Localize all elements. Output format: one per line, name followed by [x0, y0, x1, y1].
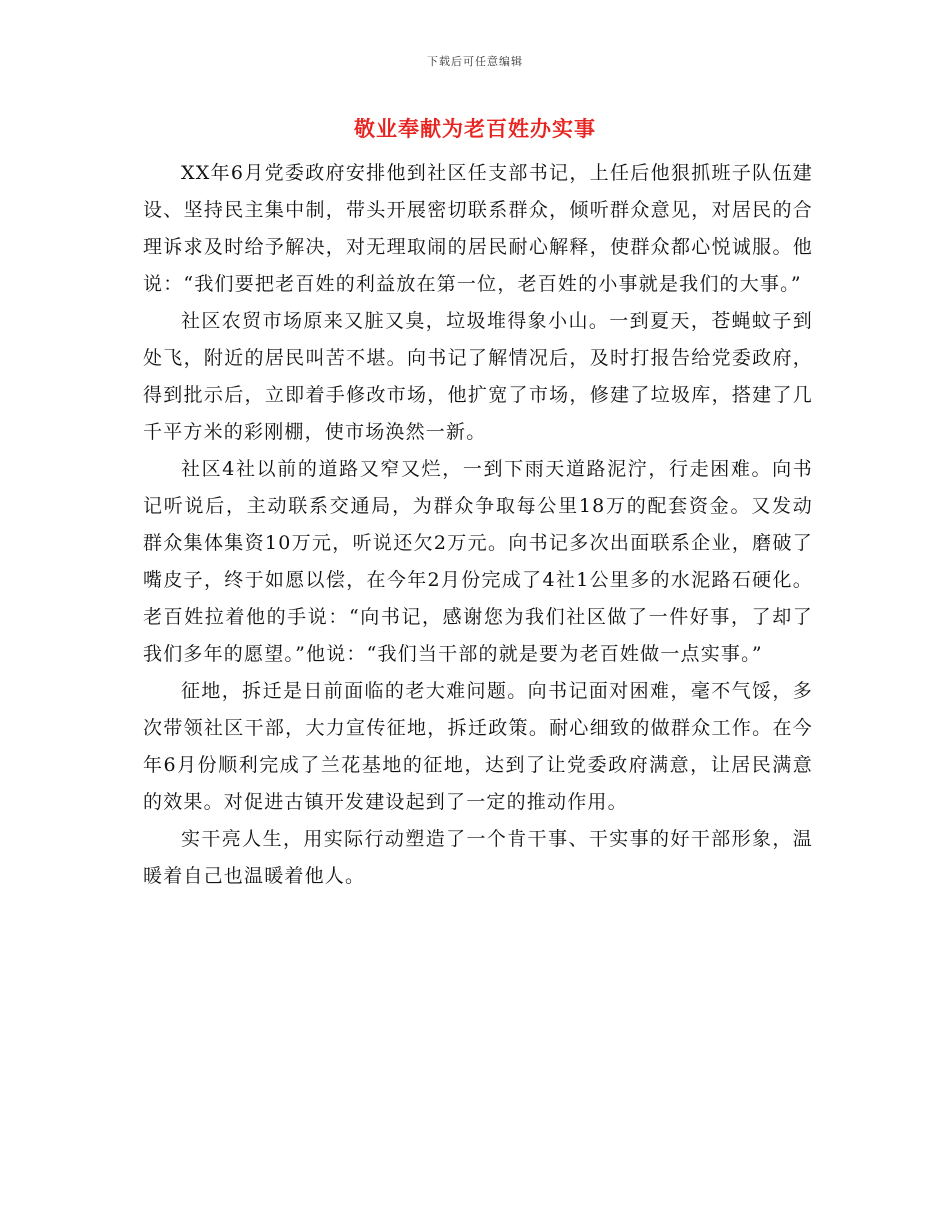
document-body [143, 155, 813, 895]
paragraph-2: 社区农贸市场原来又脏又臭，垃圾堆得象小山。一到夏天，苍蝇蚊子到处飞，附近的居民叫苦不堪。向书记了解情况后，及时打报告给党委政府，得到批示后，立即着手修改市场，他扩宽了市场，修建了垃圾库，搭建了几千平方米的彩刚棚，使市场涣然一新。 [143, 310, 813, 443]
paragraph-4: 征地，拆迁是日前面临的老大难问题。向书记面对困难，毫不气馁，多次带领社区干部，大力宣传征地，拆迁政策。耐心细致的做群众工作。在今年6月份顺利完成了兰花基地的征地，达到了让党委政府满意，让居民满意的效果。对促进古镇开发建设起到了一定的推动作用。 [143, 680, 813, 813]
header-note: 下载后可任意编辑 [427, 55, 523, 68]
paragraph-1: XX年6月党委政府安排他到社区任支部书记，上任后他狠抓班子队伍建设、坚持民主集中制，带头开展密切联系群众，倾听群众意见，对居民的合理诉求及时给予解决，对无理取闹的居民耐心解释，使群众都心悦诚服。他说：“我们要把老百姓的利益放在第一位，老百姓的小事就是我们的大事。” [143, 162, 813, 295]
paragraph-5: 实干亮人生，用实际行动塑造了一个肯干事、干实事的好干部形象，温暖着自己也温暖着他人。 [143, 828, 813, 887]
paragraph-3: 社区4社以前的道路又窄又烂，一到下雨天道路泥泞，行走困难。向书记听说后，主动联系交通局，为群众争取每公里18万的配套资金。又发动群众集体集资10万元，听说还欠2万元。向书记多次出面联系企业，磨破了嘴皮子，终于如愿以偿，在今年2月份完成了4社1公里多的水泥路石硬化。老百姓拉着他的手说：“向书记，感谢您为我们社区做了一件好事，了却了我们多年的愿望。”他说：“我们当干部的就是要为老百姓做一点实事。” [143, 458, 813, 665]
document-title: 敬业奉献为老百姓办实事 [354, 117, 596, 141]
